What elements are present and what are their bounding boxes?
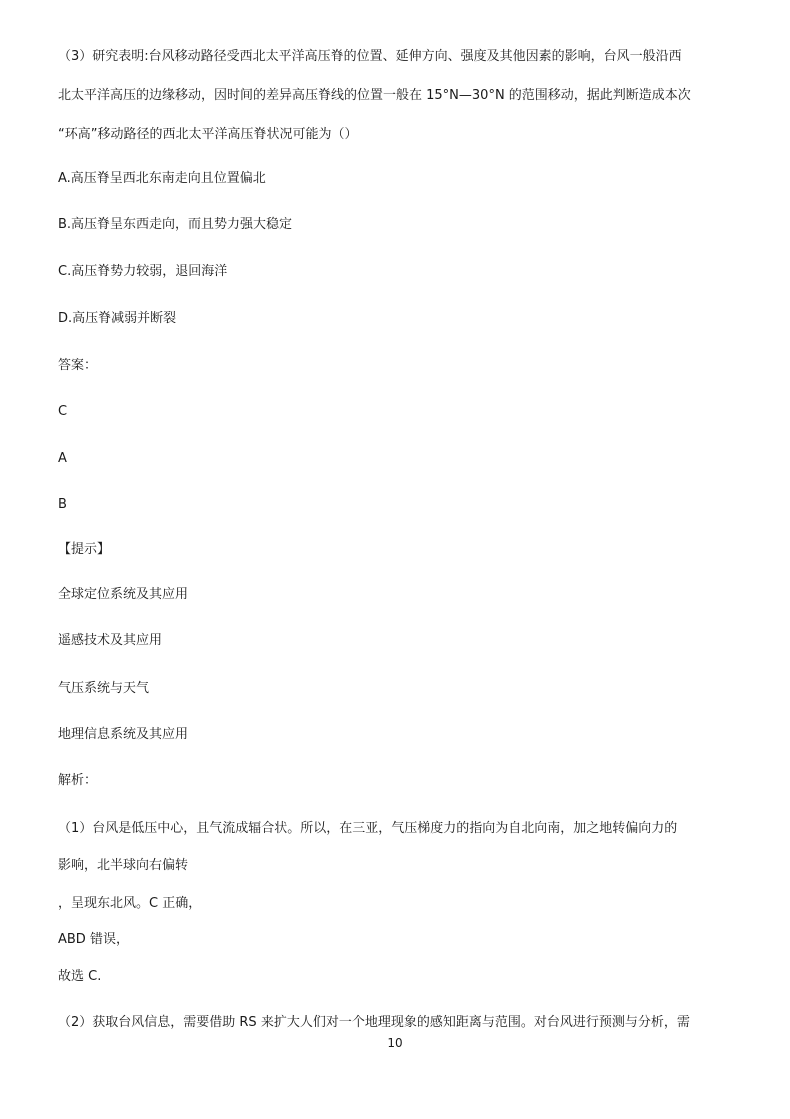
question-line-3: “环高”移动路径的西北太平洋高压脊状况可能为（） (58, 127, 358, 142)
question-line-1: （3）研究表明:台风移动路径受西北太平洋高压脊的位置、延伸方向、强度及其他因素的影响，台风一般沿西 (58, 49, 682, 64)
hint-label: 【提示】 (58, 542, 111, 557)
hint-3: 气压系统与天气 (58, 681, 150, 696)
analysis-line-4: ABD 错误， (58, 932, 129, 947)
option-b: B.高压脊呈东西走向，而且势力强大稳定 (58, 217, 293, 232)
answer-2: A (58, 451, 67, 466)
analysis-label: 解析： (58, 773, 98, 788)
question-line-2: 北太平洋高压的边缘移动，因时间的差异高压脊线的位置一般在 15°N—30°N 的范围移动，据此判断造成本次 (58, 88, 691, 103)
option-a: A.高压脊呈西北东南走向且位置偏北 (58, 171, 266, 186)
hint-2: 遥感技术及其应用 (58, 633, 163, 648)
answer-label: 答案： (58, 358, 98, 373)
analysis-line-6: （2）获取台风信息，需要借助 RS 来扩大人们对一个地理现象的感知距离与范围。对台风进行预测与分析，需 (58, 1015, 690, 1030)
hint-4: 地理信息系统及其应用 (58, 727, 189, 742)
page-number: 10 (387, 1036, 403, 1050)
answer-1: C (58, 404, 68, 419)
answer-3: B (58, 497, 67, 512)
analysis-line-5: 故选 C. (58, 969, 102, 984)
option-c: C.高压脊势力较弱，退回海洋 (58, 264, 228, 279)
analysis-line-3: ，呈现东北风。C 正确， (58, 896, 202, 911)
hint-1: 全球定位系统及其应用 (58, 587, 189, 602)
analysis-line-1: （1）台风是低压中心，且气流成辐合状。所以，在三亚，气压梯度力的指向为自北向南，加之地转偏向力的 (58, 821, 678, 836)
option-d: D.高压脊减弱并断裂 (58, 311, 177, 326)
analysis-line-2: 影响，北半球向右偏转 (58, 858, 189, 873)
